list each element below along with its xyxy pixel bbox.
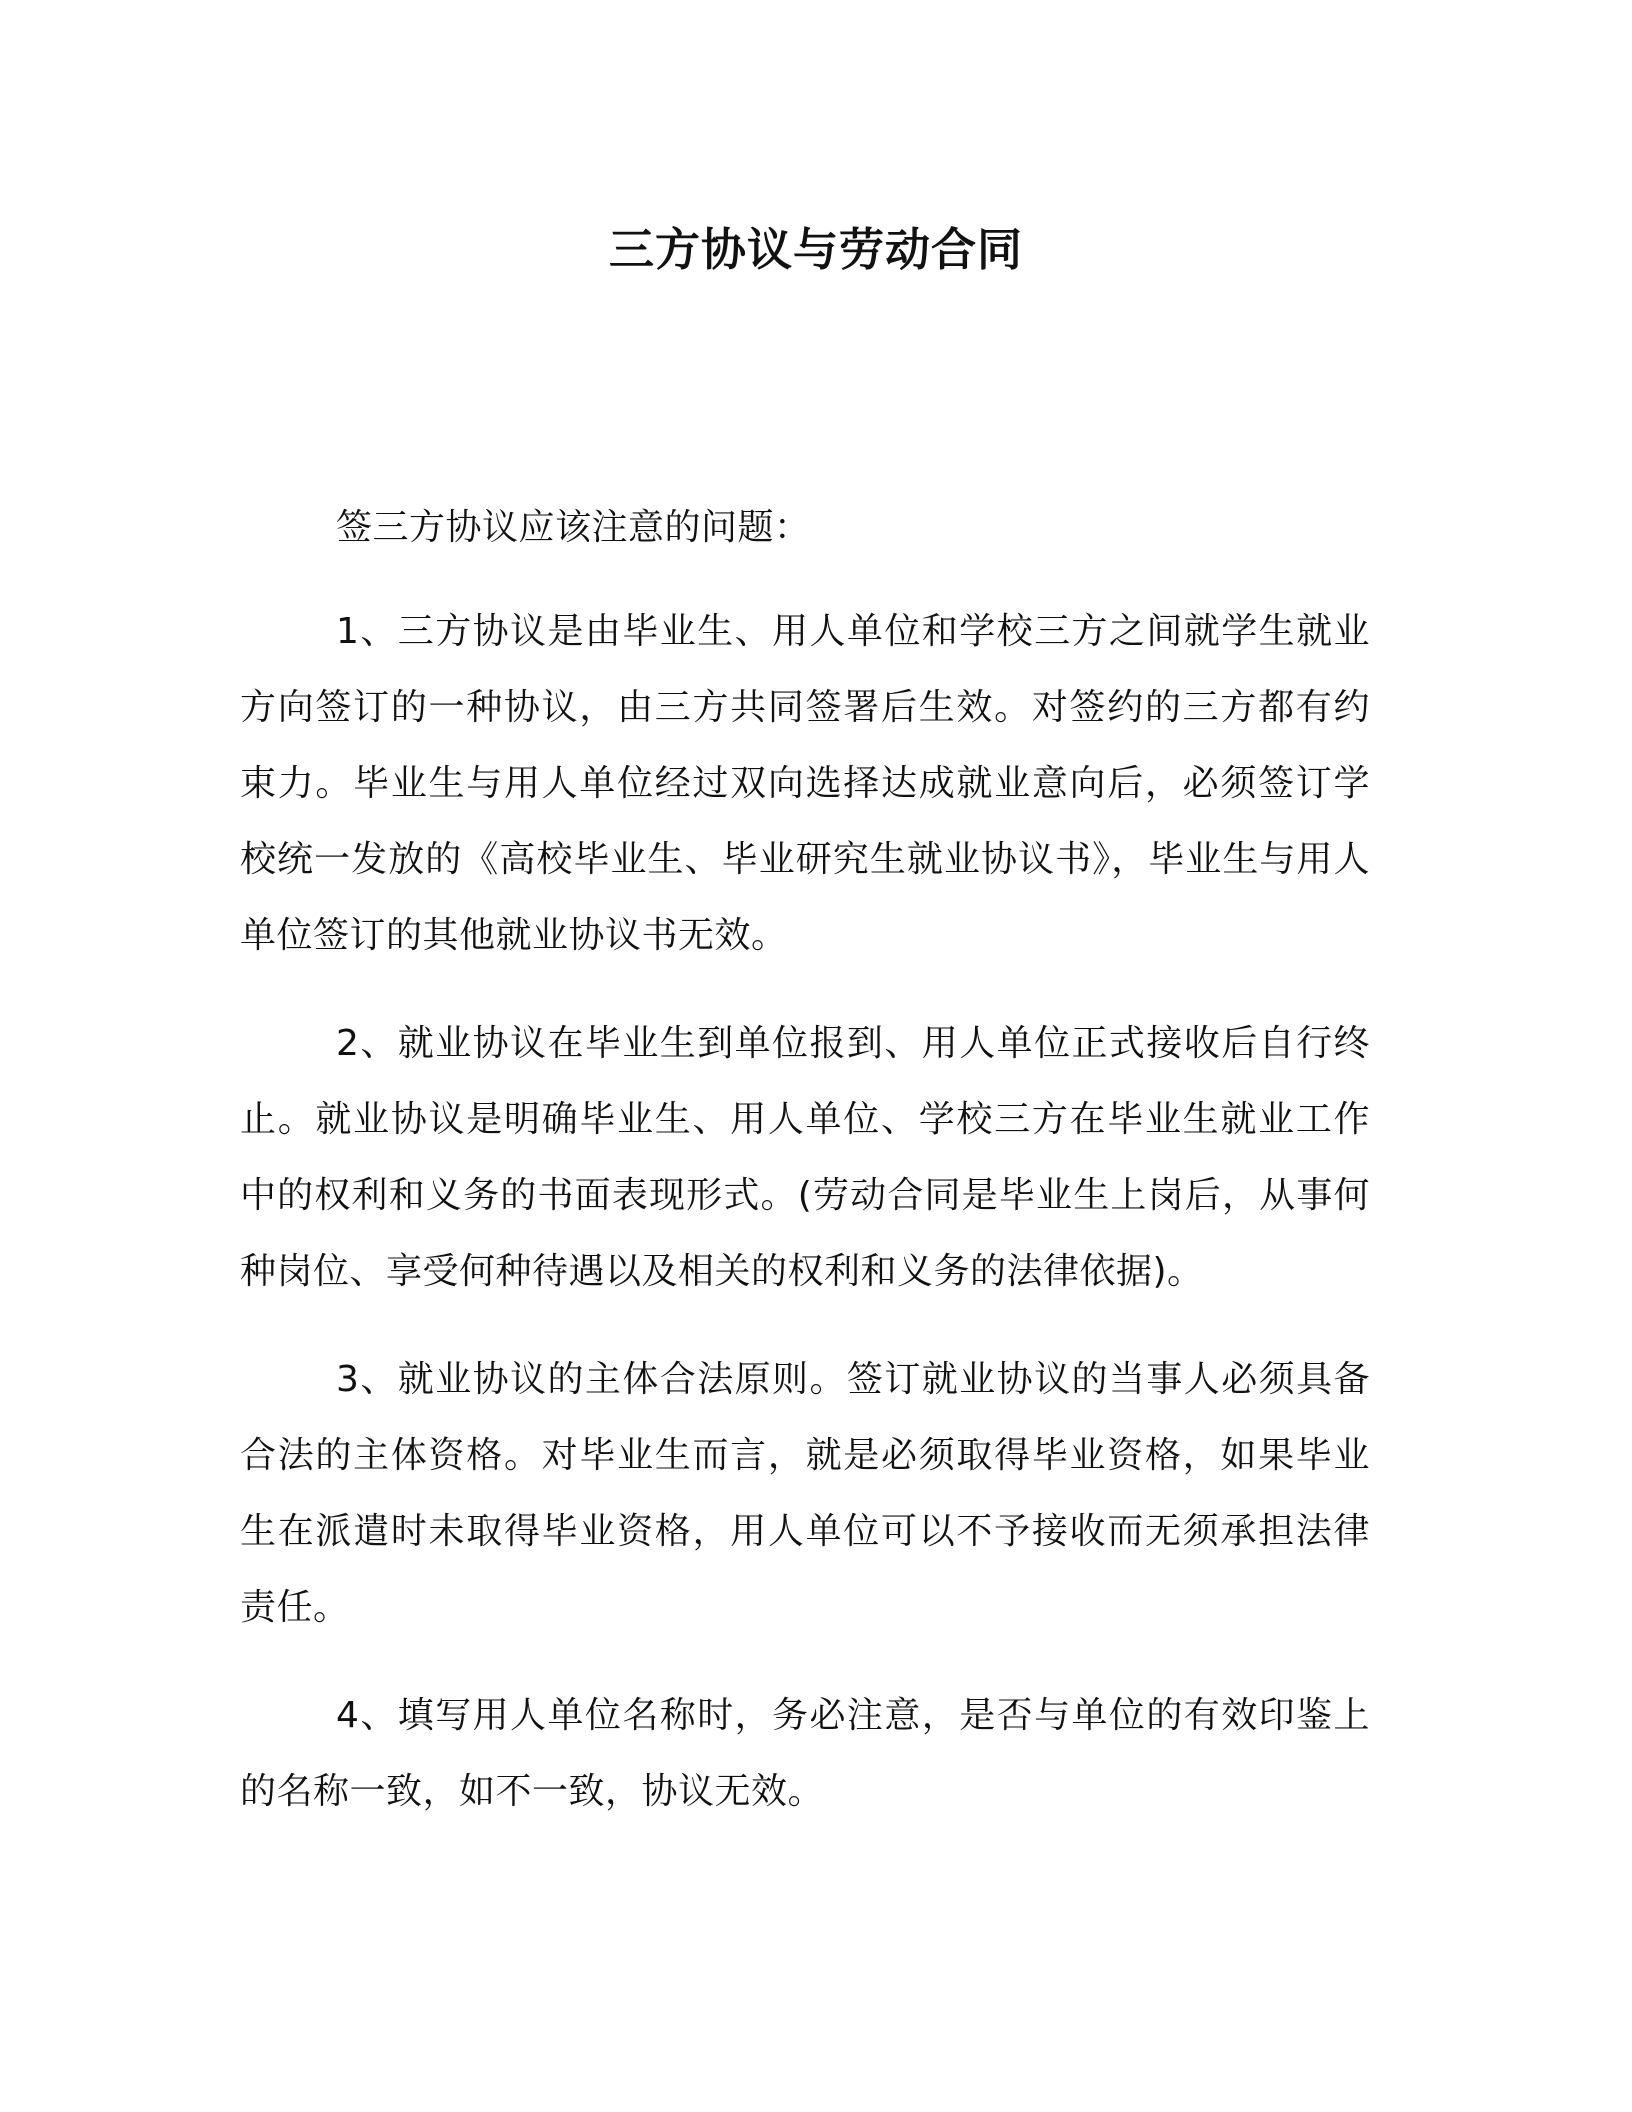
- clause-1: 1、三方协议是由毕业生、用人单位和学校三方之间就学生就业方向签订的一种协议，由三方共同签署后生效。对签约的三方都有约束力。毕业生与用人单位经过双向选择达成就业意向后，必须签订学校统一发放的《高校毕业生、毕业研究生就业协议书》，毕业生与用人单位签订的其他就业协议书无效。: [240, 611, 1370, 956]
- document-body: [240, 490, 1370, 1830]
- clause-2: 2、就业协议在毕业生到单位报到、用人单位正式接收后自行终止。就业协议是明确毕业生、用人单位、学校三方在毕业生就业工作中的权利和义务的书面表现形式。(劳动合同是毕业生上岗后，从事何种岗位、享受何种待遇以及相关的权利和义务的法律依据)。: [240, 1023, 1370, 1292]
- clause-3: 3、就业协议的主体合法原则。签订就业协议的当事人必须具备合法的主体资格。对毕业生而言，就是必须取得毕业资格，如果毕业生在派遣时未取得毕业资格，用人单位可以不予接收而无须承担法律责任。: [240, 1359, 1370, 1628]
- document-title: 三方协议与劳动合同: [608, 223, 1023, 276]
- clause-4: 4、填写用人单位名称时，务必注意，是否与单位的有效印鉴上的名称一致，如不一致，协议无效。: [240, 1695, 1370, 1812]
- intro-paragraph: 签三方协议应该注意的问题：: [336, 507, 811, 548]
